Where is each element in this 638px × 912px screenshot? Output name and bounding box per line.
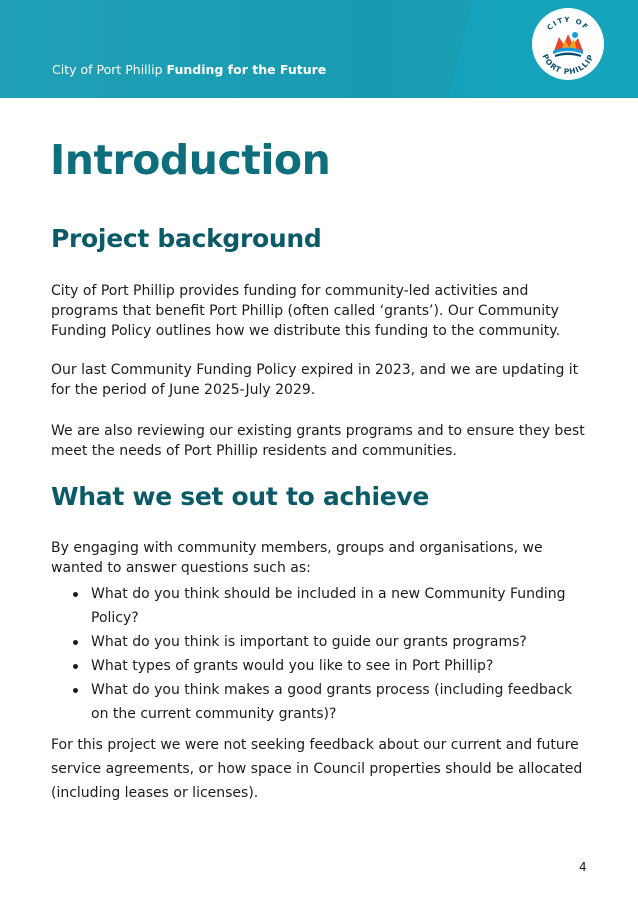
page-header [0,0,638,98]
logo-top-text: CITY OF [545,15,591,33]
logo-bottom-text: PORT PHILLIP [540,52,596,77]
question-list [71,582,581,726]
page-title: Introduction [50,136,331,184]
list-item: What do you think should be included in a new Community Funding Policy? [71,582,581,630]
paragraph-closing: For this project we were not seeking feedback about our current and future service agreements, or how space in Council properties should be allocated (including leases or licenses). [51,737,583,801]
section-heading-project-background: Project background [51,224,322,253]
section-heading-what-we-set-out: What we set out to achieve [51,482,430,511]
list-item: What types of grants would you like to see in Port Phillip? [71,654,581,678]
paragraph: City of Port Phillip provides funding for community-led activities and programs that benefit Port Phillip (often called ‘grants’). Our Community Funding Policy outlines how we distribute this funding to the community. [51,283,561,339]
paragraph: We are also reviewing our existing grants programs and to ensure they best meet the needs of Port Phillip residents and communities. [51,423,585,459]
page-number: 4 [579,860,587,874]
list-item: What do you think is important to guide our grants programs? [71,630,581,654]
header-org: City of Port Phillip [52,62,163,77]
city-logo [531,7,605,81]
header-text [52,62,326,77]
header-title: Funding for the Future [166,62,327,77]
paragraph-intro: By engaging with community members, groups and organisations, we wanted to answer questions such as: [51,540,543,576]
paragraph: Our last Community Funding Policy expired in 2023, and we are updating it for the period of June 2025-July 2029. [51,362,579,398]
list-item: What do you think makes a good grants process (including feedback on the current community grants)? [71,678,581,726]
